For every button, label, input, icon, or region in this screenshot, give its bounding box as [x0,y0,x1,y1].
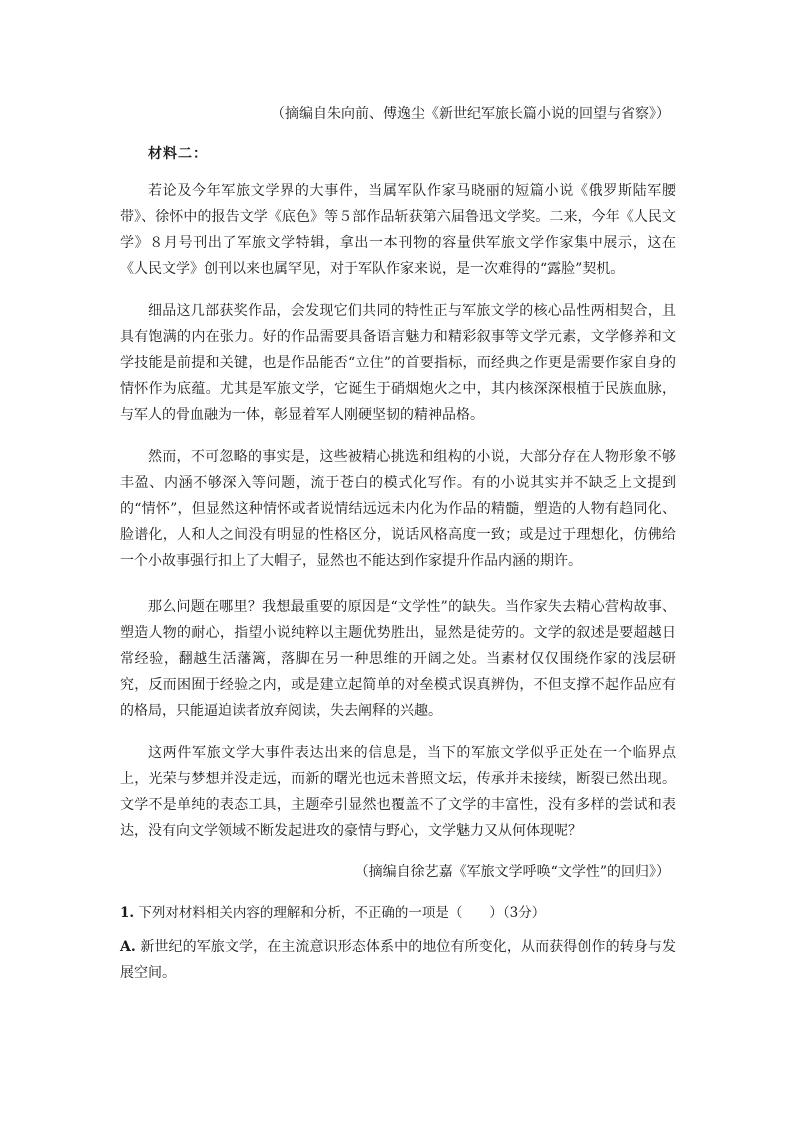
option-letter: A. [120,939,136,955]
question-text: 下列对材料相关内容的理解和分析，不正确的一项是（ ）（3分） [138,905,546,921]
option-a [120,934,676,986]
source-citation-1: （摘编自朱向前、傅逸尘《新世纪军旅长篇小说的回望与省察》） [271,106,670,122]
material-heading: 材料二： [148,146,208,162]
paragraph-3: 然而，不可忽略的事实是，这些被精心挑选和组构的小说，大部分存在人物形象不够丰盈、内涵不够深入等问题，流于苍白的模式化写作。有的小说其实并不缺乏上文提到的“情怀”，但显然这种情怀或者说情结远远未内化为作品的精髓，塑造的人物有趋同化、脸谱化，人和人之间没有明显的性格区分，说话风格高度一致；或是过于理想化，仿佛给一个小故事强行扣上了大帽子，显然也不能达到作家提升作品内涵的期许。 [120,449,676,569]
question-number: 1. [120,905,135,921]
paragraph-2: 细品这几部获奖作品，会发现它们共同的特性正与军旅文学的核心品性两相契合，且具有饱满的内在张力。好的作品需要具备语言魅力和精彩叙事等文学元素，文学修养和文学技能是前提和关键，也是作品能否“立住”的首要指标，而经典之作更是需要作家自身的情怀作为底蕴。尤其是军旅文学，它诞生于硝烟炮火之中，其内核深深根植于民族血脉，与军人的骨血融为一体，彰显着军人刚硬坚韧的精神品格。 [120,303,676,423]
source-citation-2: （摘编自徐艺嘉《军旅文学呼唤“文学性”的回归》） [354,864,670,880]
paragraph-4: 那么问题在哪里？我想最重要的原因是“文学性”的缺失。当作家失去精心营构故事、塑造人物的耐心，指望小说纯粹以主题优势胜出，显然是徒劳的。文学的叙述是要超越日常经验，翻越生活藩篱，落脚在另一种思维的开阔之处。当素材仅仅围绕作家的浅层研究，反而困囿于经验之内，或是建立起简单的对垒模式误真辨伪，不但支撑不起作品应有的格局，只能逼迫读者放弃阅读，失去阐释的兴趣。 [120,599,676,719]
paragraph-1: 若论及今年军旅文学界的大事件，当属军队作家马晓丽的短篇小说《俄罗斯陆军腰带》、徐怀中的报告文学《底色》等５部作品斩获第六届鲁迅文学奖。二来，今年《人民文学》８月号刊出了军旅文学特辑，拿出一本刊物的容量供军旅文学作家集中展示，这在《人民文学》创刊以来也属罕见，对于军队作家来说，是一次难得的“露脸”契机。 [120,183,676,277]
paragraph-5: 这两件军旅文学大事件表达出来的信息是，当下的军旅文学似乎正处在一个临界点上，光荣与梦想并没走远，而新的曙光也远未普照文坛，传承并未接续，断裂已然出现。文学不是单纯的表态工具，主题牵引显然也覆盖不了文学的丰富性，没有多样的尝试和表达，没有向文学领域不断发起进攻的豪情与野心，文学魅力又从何体现呢？ [120,745,676,839]
question-1 [120,903,545,923]
option-text: 新世纪的军旅文学，在主流意识形态体系中的地位有所变化，从而获得创作的转身与发展空间。 [120,939,677,981]
